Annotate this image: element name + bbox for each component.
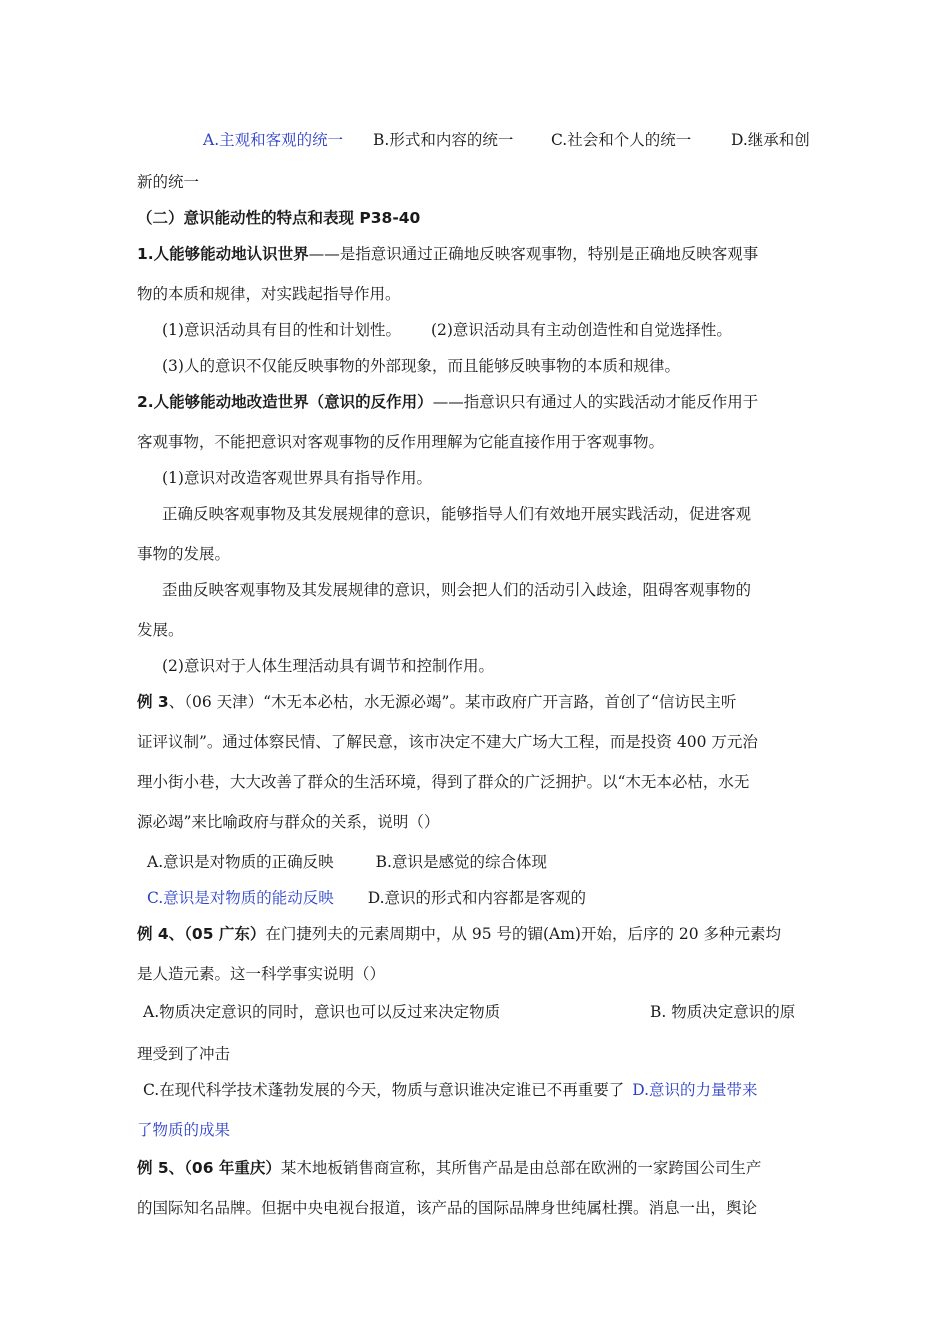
example4-option-a: A.物质决定意识的同时，意识也可以反过来决定物质 (143, 1003, 501, 1021)
point2-title: 2.人能够能动地改造世界（意识的反作用） (137, 393, 433, 411)
point1-line2: 物的本质和规律，对实践起指导作用。 (137, 285, 401, 303)
point2-item2: (2)意识对于人体生理活动具有调节和控制作用。 (162, 657, 494, 675)
example3-option-c-answer: C.意识是对物质的能动反映 (147, 889, 334, 907)
example4-option-b: B. 物质决定意识的原 (650, 1003, 796, 1021)
point2-para1-line1: 正确反映客观事物及其发展规律的意识，能够指导人们有效地开展实践活动，促进客观 (162, 505, 752, 523)
example3-options-cd (147, 886, 586, 908)
example4-option-d-continued: 了物质的成果 (137, 1121, 231, 1139)
point2-para2-line2: 发展。 (137, 621, 184, 639)
example3-option-d: D.意识的形式和内容都是客观的 (367, 889, 587, 907)
point1-item3: (3)人的意识不仅能反映事物的外部现象，而且能够反映事物的本质和规律。 (162, 357, 680, 375)
example3-option-b: B.意识是感觉的综合体现 (375, 853, 547, 871)
point2-para1-line2: 事物的发展。 (137, 545, 231, 563)
example4-line2: 是人造元素。这一科学事实说明（） (137, 965, 386, 983)
point1-title: 1.人能够能动地认识世界 (137, 245, 309, 263)
option-a-answer: A.主观和客观的统一 (203, 131, 344, 149)
example4-option-c: C.在现代科学技术蓬勃发展的今天，物质与意识谁决定谁已不再重要了 (143, 1081, 625, 1099)
option-c: C.社会和个人的统一 (551, 131, 692, 149)
point1-items-row (162, 318, 732, 340)
example4-option-d-answer: D.意识的力量带来 (632, 1081, 758, 1099)
example3-line4: 源必竭”来比喻政府与群众的关系，说明（） (137, 813, 440, 831)
example3-line1 (137, 690, 736, 712)
point1-line1 (137, 242, 758, 264)
point1-text: ——是指意识通过正确地反映客观事物，特别是正确地反映客观事 (308, 245, 759, 263)
example5-text: 某木地板销售商宣称，其所售产品是由总部在欧洲的一家跨国公司生产 (280, 1159, 762, 1177)
example4-line1 (137, 922, 781, 944)
example4-option-b-continued: 理受到了冲击 (137, 1045, 231, 1063)
example3-label: 例 3 (137, 693, 169, 711)
point2-text: ——指意识只有通过人的实践活动才能反作用于 (432, 393, 759, 411)
example5-line2: 的国际知名品牌。但据中央电视台报道，该产品的国际品牌身世纯属杜撰。消息一出，舆论 (137, 1199, 758, 1217)
point1-item1: (1)意识活动具有目的性和计划性。 (162, 321, 401, 339)
example5-line1 (137, 1156, 761, 1178)
example3-sep: 、 (168, 693, 185, 711)
point2-item1: (1)意识对改造客观世界具有指导作用。 (162, 469, 432, 487)
example4-text: 在门捷列夫的元素周期中，从 95 号的镅(Am)开始，后序的 20 多种元素均 (265, 925, 782, 943)
point2-para2-line1: 歪曲反映客观事物及其发展规律的意识，则会把人们的活动引入歧途，阻碍客观事物的 (162, 581, 752, 599)
example5-label: 例 5、（06 年重庆） (137, 1159, 281, 1177)
example3-text: （06 天津）“木无本必枯，水无源必竭”。某市政府广开言路，首创了“信访民主听 (184, 693, 737, 711)
example4-options-cd (143, 1078, 758, 1100)
option-d-continued: 新的统一 (137, 173, 200, 191)
example3-line2: 证评议制”。通过体察民情、了解民意，该市决定不建大广场大工程，而是投资 400 万元治 (137, 733, 758, 751)
point1-item2: (2)意识活动具有主动创造性和自觉选择性。 (430, 321, 732, 339)
option-b: B.形式和内容的统一 (373, 131, 514, 149)
example3-options-ab (147, 850, 547, 872)
point2-line2: 客观事物，不能把意识对客观事物的反作用理解为它能直接作用于客观事物。 (137, 433, 665, 451)
example3-line3: 理小街小巷，大大改善了群众的生活环境，得到了群众的广泛拥护。以“木无本必枯，水无 (137, 773, 750, 791)
example4-label: 例 4、（05 广东） (137, 925, 266, 943)
example3-option-a: A.意识是对物质的正确反映 (147, 853, 334, 871)
section-heading: （二）意识能动性的特点和表现 P38-40 (137, 209, 421, 227)
point2-line1 (137, 390, 758, 412)
option-d: D.继承和创 (731, 131, 810, 149)
